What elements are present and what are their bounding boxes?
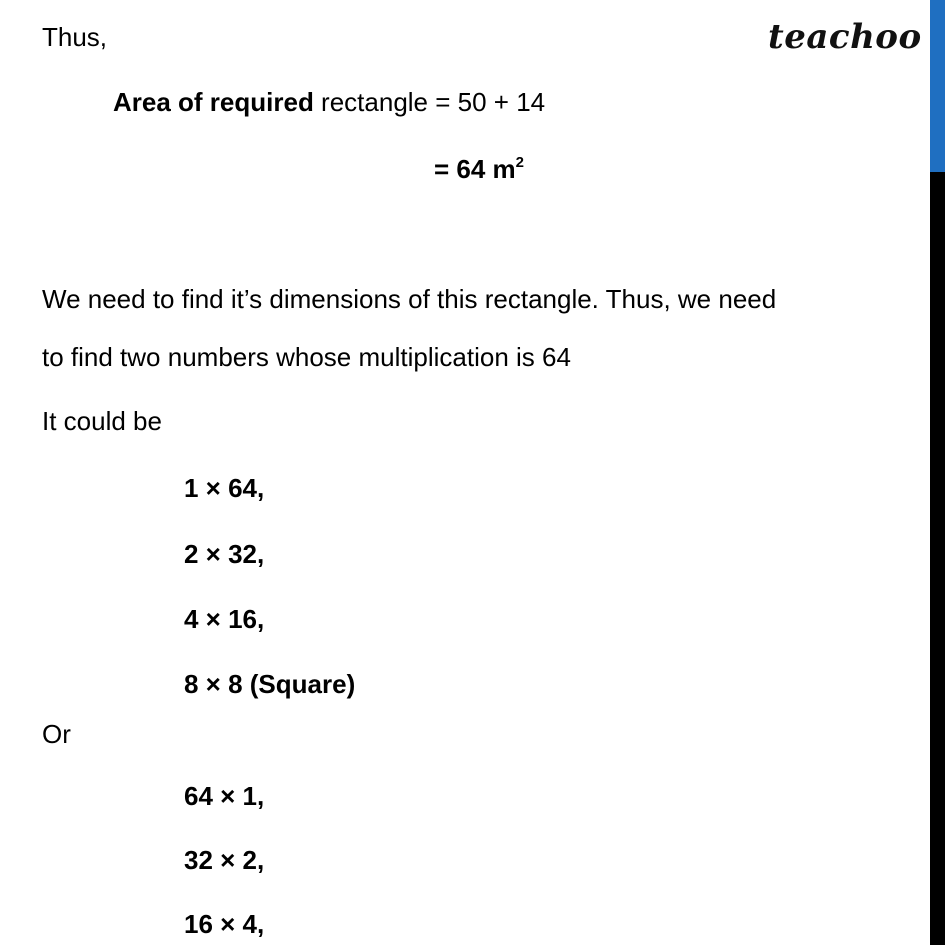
area-result-value: = 64 m bbox=[434, 154, 516, 184]
area-equation bbox=[113, 87, 545, 118]
factor-item: 8 × 8 (Square) bbox=[184, 669, 356, 699]
area-result bbox=[434, 154, 524, 185]
scrollbar-thumb[interactable] bbox=[930, 0, 945, 172]
area-label-rest: rectangle = 50 + 14 bbox=[313, 87, 546, 117]
factor-item: 2 × 32, bbox=[184, 539, 265, 569]
factor-item: 64 × 1, bbox=[184, 781, 265, 811]
could-be-text: It could be bbox=[42, 406, 162, 436]
or-text: Or bbox=[42, 719, 71, 749]
area-unit-exponent: 2 bbox=[515, 154, 525, 171]
factor-item: 4 × 16, bbox=[184, 604, 265, 634]
thus-text: Thus, bbox=[42, 22, 108, 52]
area-label-bold: Area of required bbox=[113, 87, 314, 117]
paragraph-line-2: to find two numbers whose multiplication is 64 bbox=[42, 342, 571, 372]
factor-item: 1 × 64, bbox=[184, 473, 265, 503]
scrollbar-track[interactable] bbox=[930, 0, 945, 945]
paragraph-line-1: We need to find it’s dimensions of this rectangle. Thus, we need bbox=[42, 284, 777, 314]
teachoo-logo: teachoo bbox=[768, 17, 922, 57]
factor-item: 16 × 4, bbox=[184, 909, 265, 939]
factor-item: 32 × 2, bbox=[184, 845, 265, 875]
